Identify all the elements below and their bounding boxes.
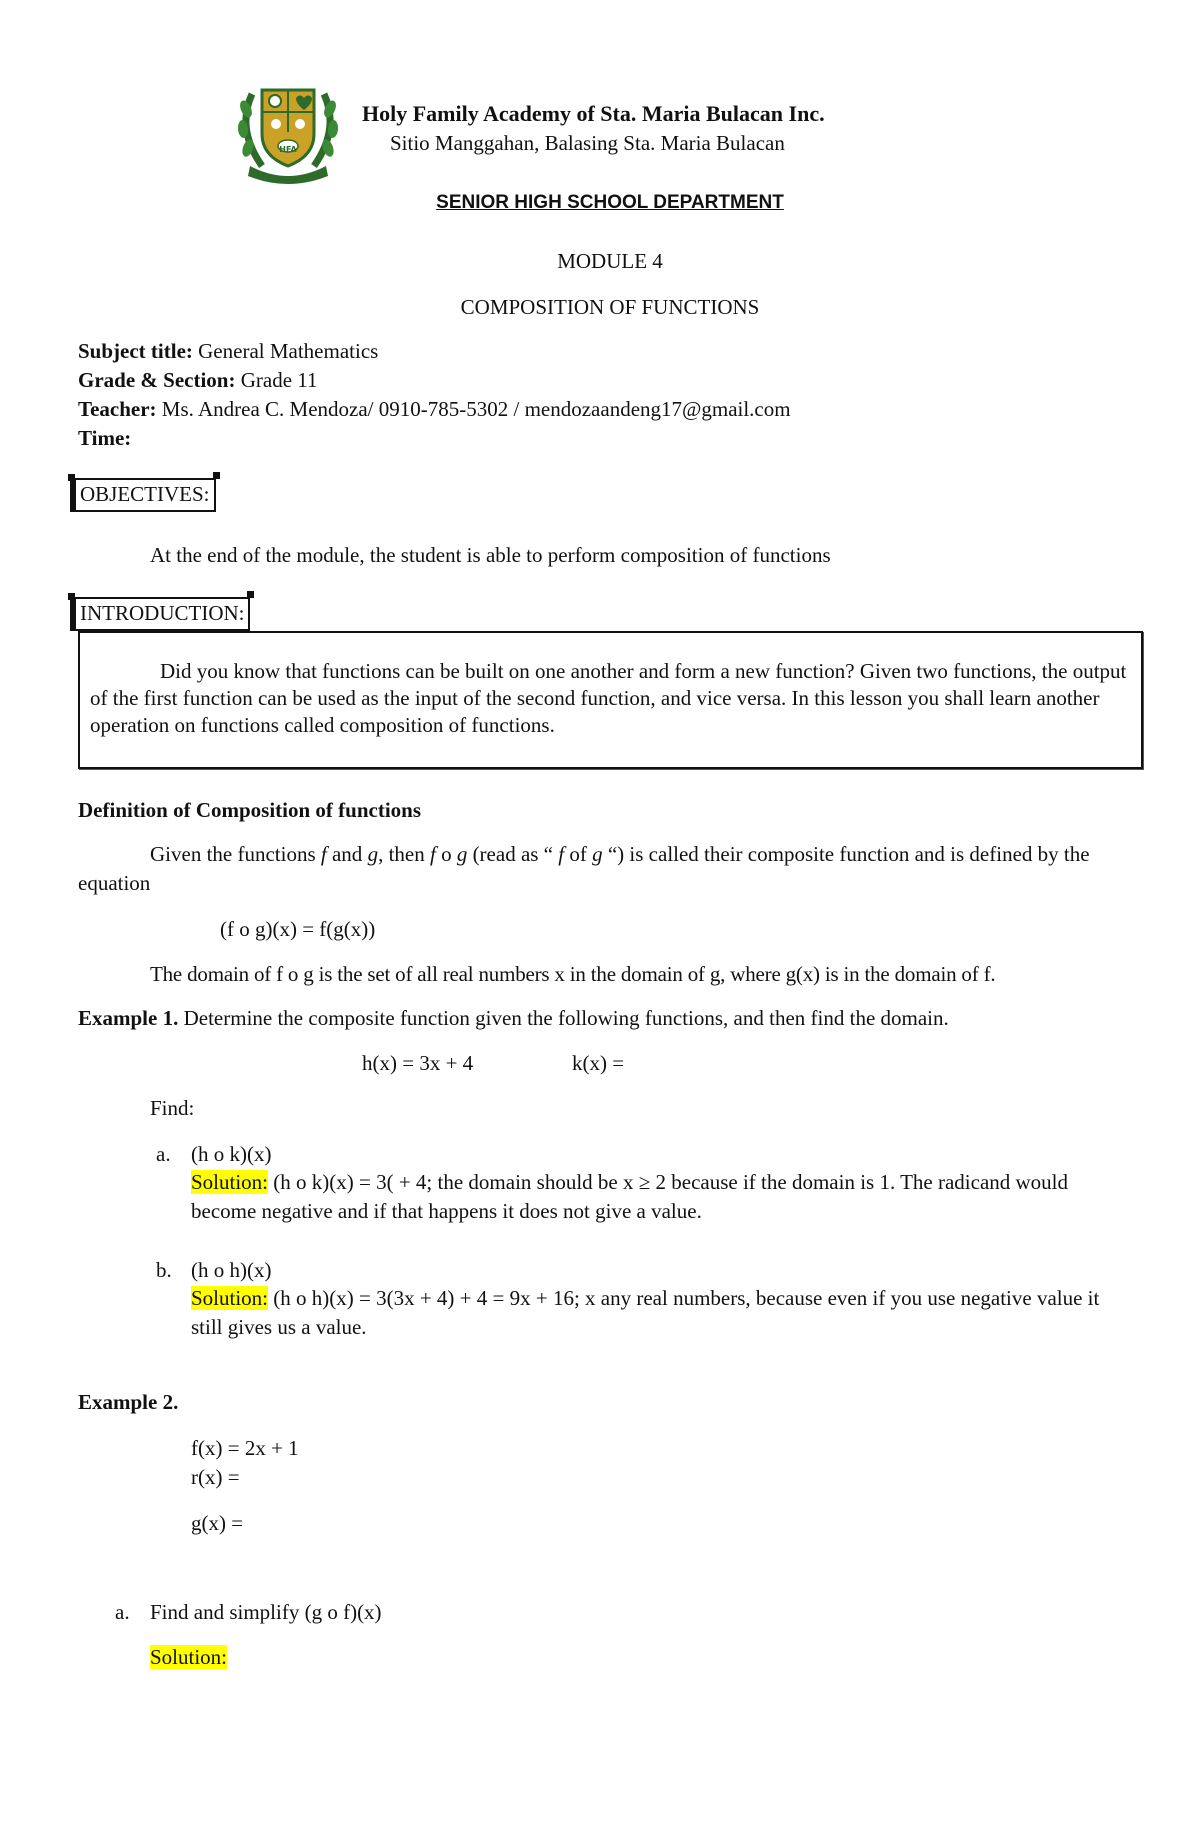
objectives-label-text: OBJECTIVES: [80, 482, 210, 506]
solution-text: (h o k)(x) = 3( + 4; the domain should be x ≥ 2 because if the domain is 1. The radicand would become negative and if that happens it does not give a value. [191, 1170, 1069, 1223]
text-span: (read as “ [467, 842, 559, 866]
module-number: MODULE 4 [557, 249, 663, 273]
function-k: k(x) = [572, 1051, 625, 1075]
label-corner-mark [247, 591, 254, 598]
solution-label: Solution: [150, 1645, 228, 1669]
time-label: Time: [78, 426, 132, 450]
symbol-g: g [367, 842, 379, 866]
introduction-label-text: INTRODUCTION: [80, 601, 245, 625]
function-g: g(x) = [191, 1511, 244, 1535]
objectives-label [74, 478, 216, 512]
item-a-expression: (h o k)(x) [191, 1142, 272, 1166]
teacher-label: Teacher: [78, 397, 157, 421]
item-b-solution [191, 1284, 1121, 1342]
function-h: h(x) = 3x + 4 [362, 1051, 474, 1075]
text-span: “) is called their composite function and is defined by the equation [78, 842, 1090, 895]
function-f: f(x) = 2x + 1 [191, 1436, 299, 1460]
symbol-f: f [558, 842, 565, 866]
department-title: SENIOR HIGH SCHOOL DEPARTMENT [436, 192, 784, 213]
find-label: Find: [150, 1096, 195, 1120]
symbol-f: f [429, 842, 436, 866]
example1-intro [78, 1006, 949, 1031]
school-address: Sitio Manggahan, Balasing Sta. Maria Bulacan [390, 131, 785, 155]
subject-value: General Mathematics [198, 339, 379, 363]
teacher-value: Ms. Andrea C. Mendoza/ 0910-785-5302 / mendozaandeng17@gmail.com [161, 397, 791, 421]
module-topic: COMPOSITION OF FUNCTIONS [460, 295, 760, 319]
school-name: Holy Family Academy of Sta. Maria Bulacan Inc. [362, 101, 825, 126]
text-span: Given the functions [150, 842, 321, 866]
solution-label: Solution: [191, 1170, 269, 1194]
school-seal-logo [232, 74, 344, 186]
example2-label: Example 2. [78, 1390, 179, 1414]
objectives-text: At the end of the module, the student is able to perform composition of functions [150, 543, 831, 567]
symbol-f: f [320, 842, 327, 866]
item-b-marker: b. [156, 1258, 172, 1282]
label-corner-mark [68, 474, 75, 481]
grade-line [78, 368, 318, 393]
text-span: and [326, 842, 368, 866]
domain-definition: The domain of f o g is the set of all real numbers x in the domain of g, where g(x) is in the domain of f. [150, 962, 996, 986]
label-corner-mark [213, 472, 220, 479]
text-span: of [564, 842, 593, 866]
definition-heading: Definition of Composition of functions [78, 798, 422, 822]
item-a-marker: a. [156, 1142, 171, 1166]
introduction-text: Did you know that functions can be built on one another and form a new function? Given two functions, the output of the first function can be used as the input of the second function, and vice versa. In this lesson you shall learn another operation on functions called composition of functions. [90, 659, 1127, 737]
svg-text:HFA: HFA [279, 145, 297, 154]
item-a-solution [191, 1168, 1121, 1226]
text-span: , then [378, 842, 430, 866]
example1-label: Example 1. [78, 1006, 179, 1030]
composition-equation: (f o g)(x) = f(g(x)) [220, 917, 376, 941]
function-r: r(x) = [191, 1465, 240, 1489]
item-b-expression: (h o h)(x) [191, 1258, 272, 1282]
teacher-line [78, 397, 791, 422]
label-corner-mark [68, 593, 75, 600]
subject-line [78, 339, 378, 364]
grade-label: Grade & Section: [78, 368, 236, 392]
text-span: o [435, 842, 457, 866]
example2-item-a-text: Find and simplify (g o f)(x) [150, 1600, 382, 1624]
example2-item-a-marker: a. [115, 1600, 130, 1624]
solution-label: Solution: [191, 1286, 269, 1310]
grade-value: Grade 11 [240, 368, 318, 392]
symbol-g: g [592, 842, 603, 866]
definition-paragraph [78, 840, 1128, 898]
introduction-label [74, 597, 250, 631]
solution-text: (h o h)(x) = 3(3x + 4) + 4 = 9x + 16; x any real numbers, because even if you use negative value it still gives us a value. [191, 1286, 1100, 1339]
symbol-g: g [456, 842, 468, 866]
subject-label: Subject title: [78, 339, 193, 363]
example2-solution [150, 1645, 227, 1670]
example1-text: Determine the composite function given the following functions, and then find the domain. [178, 1006, 949, 1030]
